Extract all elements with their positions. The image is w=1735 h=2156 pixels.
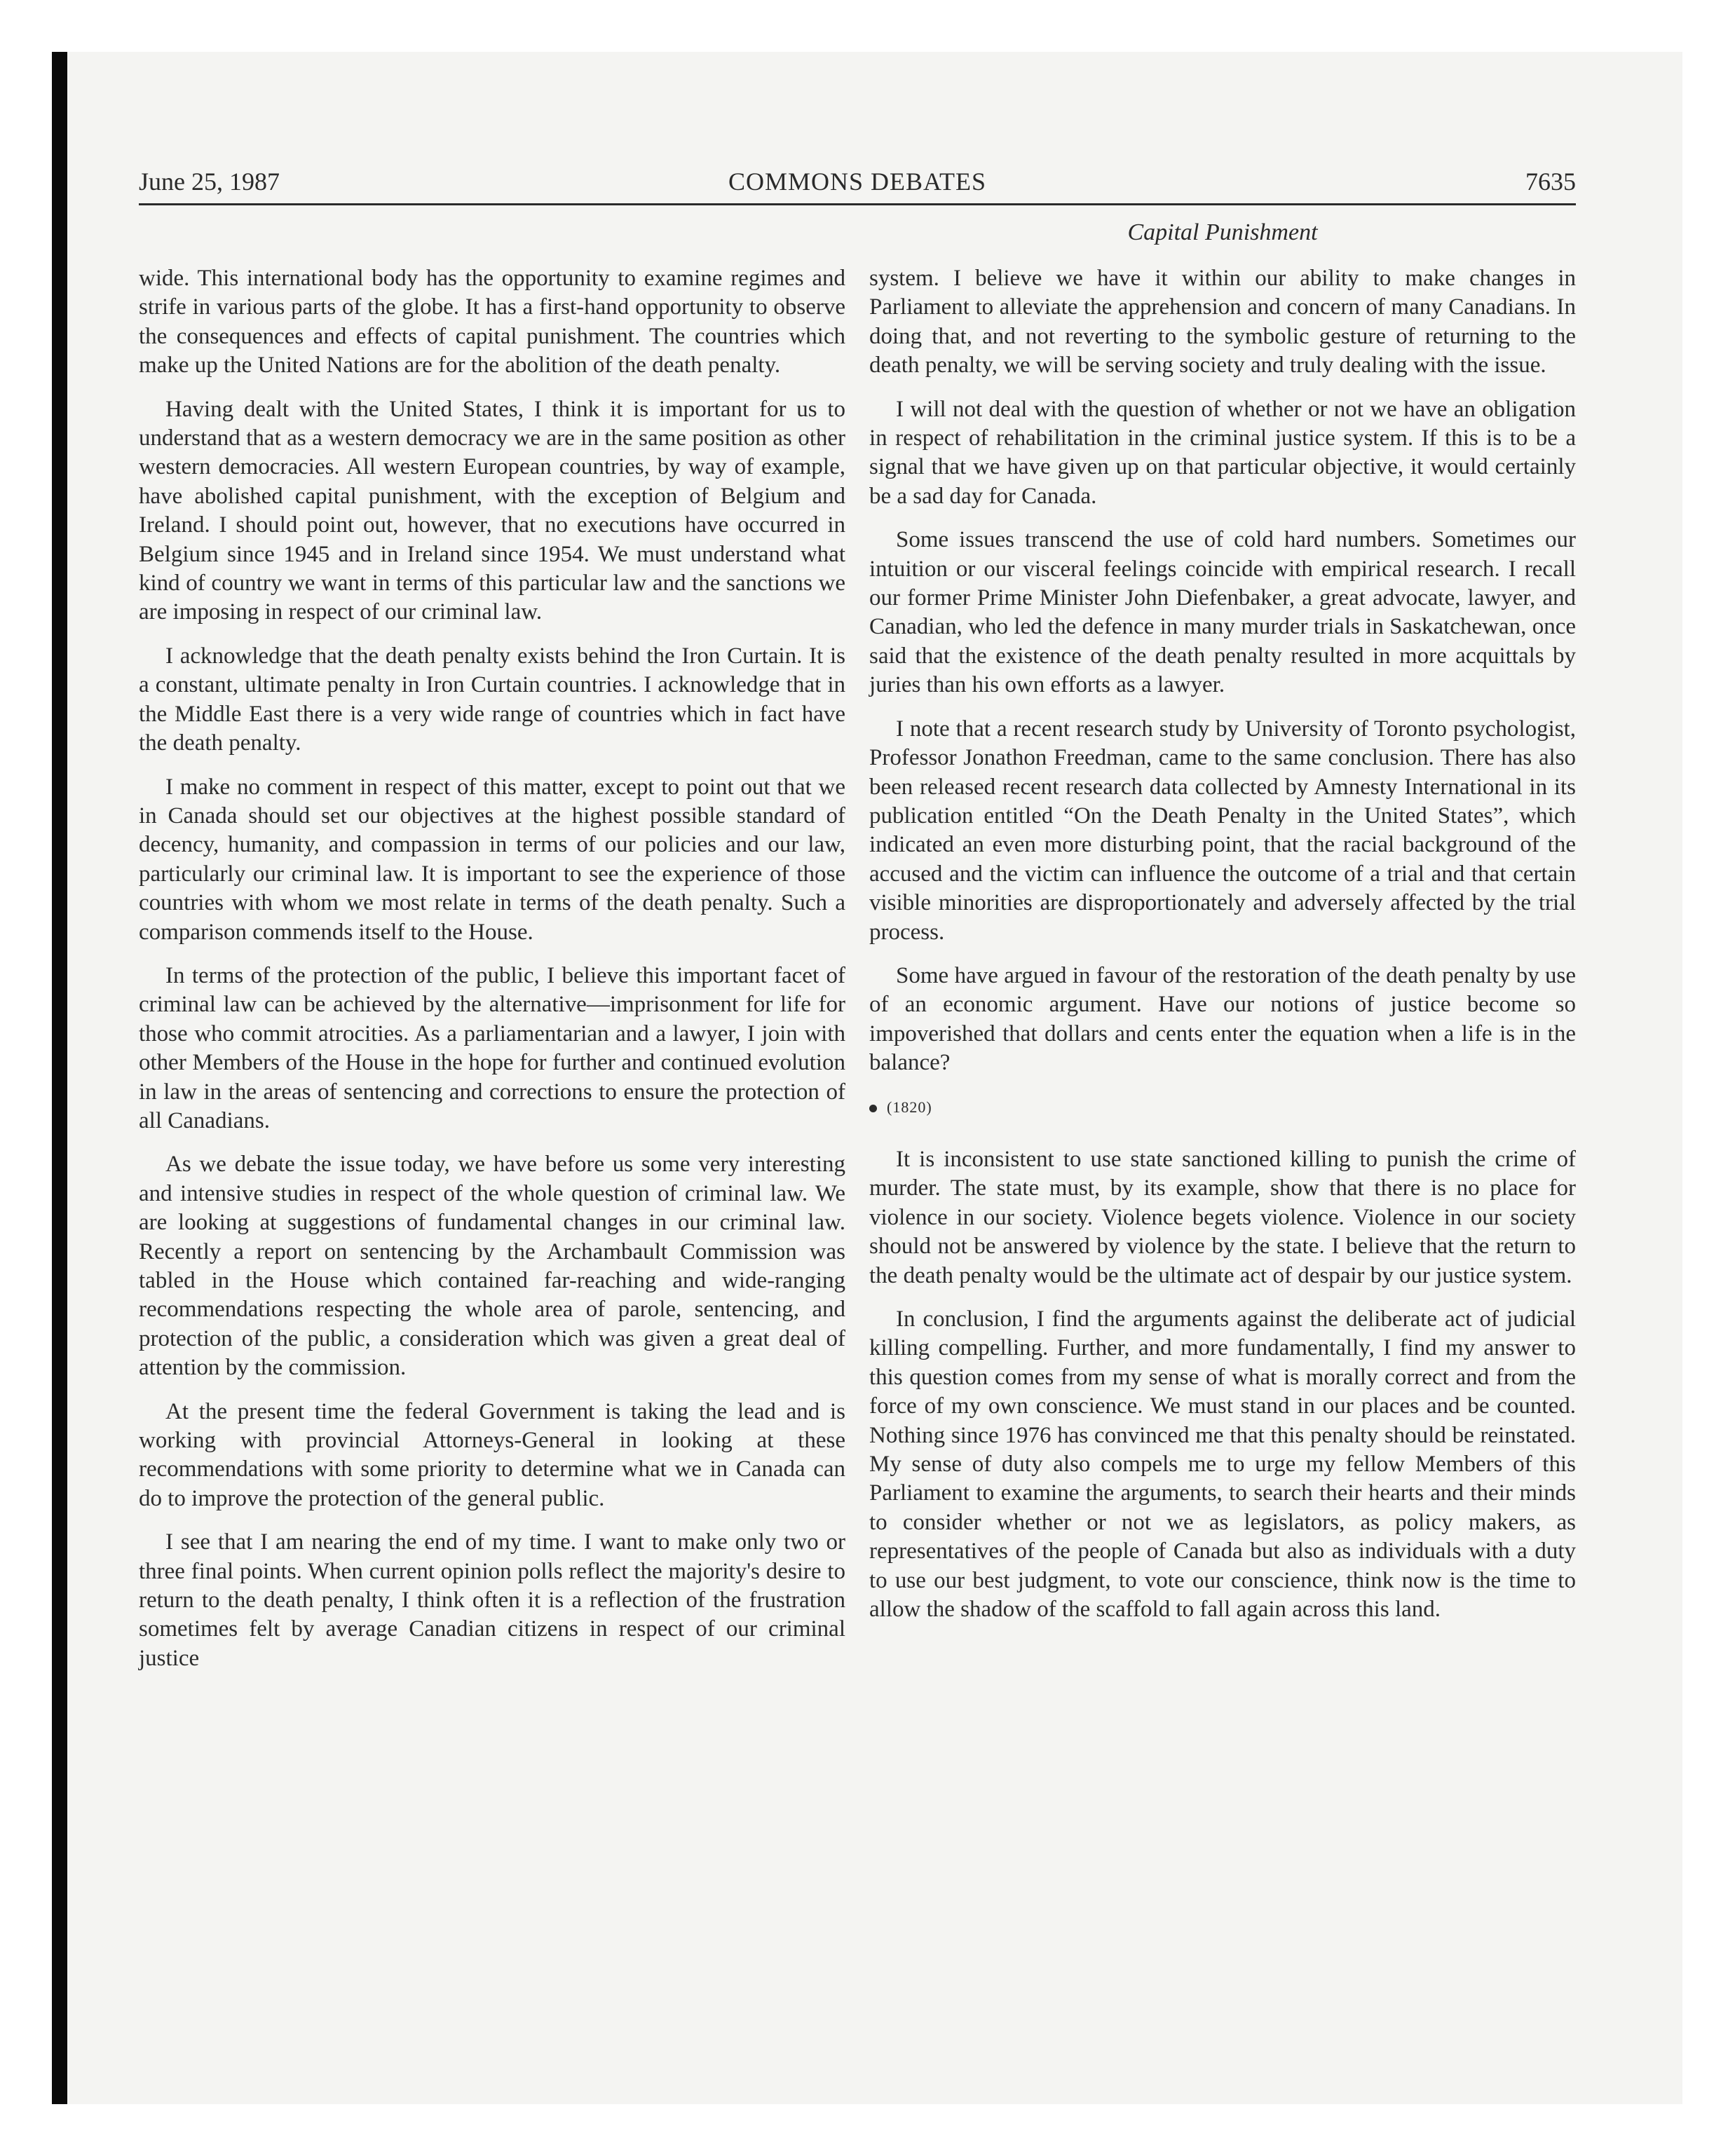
paragraph: system. I believe we have it within our ability to make changes in Parliament to alleviate the apprehension and concern of many Canadians. In doing that, and not reverting to the symbolic gesture of returning to the death penalty, we will be serving society and truly dealing with the issue. [869, 266, 1576, 378]
paragraph: In terms of the protection of the public, I believe this important facet of criminal law can be achieved by the alternative—imprisonment for life for those who commit atrocities. As a parliamentarian and a lawyer, I join with other Members of the House in the hope for further and continued evolution in law in the areas of sentencing and corrections to ensure the protection of all Canadians. [139, 962, 845, 1133]
time-marker [869, 1093, 1576, 1121]
paragraph: I note that a recent research study by University of Toronto psychologist, Professor Jonathon Freedman, came to the same conclusion. There has also been released recent research data collected by Amnesty International in its publication entitled “On the Death Penalty in the United States”, which indicated an even more disturbing point, that the racial background of the accused and the victim can influence the outcome of a trial and that certain visible minorities are disproportionately and adversely affected by the trial process. [869, 716, 1576, 945]
time-marker-text: (1820) [887, 1098, 932, 1116]
paragraph: Some issues transcend the use of cold hard numbers. Sometimes our intuition or our visceral feelings coincide with empirical research. I recall our former Prime Minister John Diefenbaker, a great advocate, lawyer, and Canadian, who led the defence in many murder trials in Saskatchewan, once said that the existence of the death penalty resulted in more acquittals by juries than his own efforts as a lawyer. [869, 527, 1576, 698]
left-column [139, 264, 845, 1688]
running-head [139, 167, 1576, 203]
paragraph: I will not deal with the question of whether or not we have an obligation in respect of rehabilitation in the criminal justice system. If this is to be a signal that we have given up on that particular objective, it would certainly be a sad day for Canada. [869, 396, 1576, 509]
paragraph: Having dealt with the United States, I think it is important for us to understand that as a western democracy we are in the same position as other western democracies. All western European countries, by way of example, have abolished capital punishment, with the exception of Belgium and Ireland. I should point out, however, that no executions have occurred in Belgium since 1945 and in Ireland since 1954. We must understand what kind of country we want in terms of this particular law and the sanctions we are imposing in respect of our criminal law. [139, 396, 845, 625]
paragraph: As we debate the issue today, we have before us some very interesting and intensive studies in respect of the whole question of criminal law. We are looking at suggestions of fundamental changes in our criminal law. Recently a report on sentencing by the Archambault Commission was tabled in the House which contained far-reaching and wide-ranging recommendations respecting the whole area of parole, sentencing, and protection of the public, a consideration which was given a great deal of attention by the commission. [139, 1152, 845, 1381]
paragraph: I see that I am nearing the end of my time. I want to make only two or three final points. When current opinion polls reflect the majority's desire to return to the death penalty, I think often it is a reflection of the frustration sometimes felt by average Canadian citizens in respect of our criminal justice [139, 1529, 845, 1671]
paragraph: wide. This international body has the opportunity to examine regimes and strife in various parts of the globe. It has a first-hand opportunity to observe the consequences and effects of capital punishment. The countries which make up the United Nations are for the abolition of the death penalty. [139, 266, 845, 378]
paragraph: Some have argued in favour of the restoration of the death penalty by use of an economic argument. Have our notions of justice become so impoverished that dollars and cents enter the equation when a life is in the balance? [869, 962, 1576, 1076]
paragraph: It is inconsistent to use state sanctioned killing to punish the crime of murder. The state must, by its example, show that there is no place for violence in our society. Violence begets violence. Violence in our society should not be answered by violence by the state. I believe that the return to the death penalty would be the ultimate act of despair by our justice system. [869, 1146, 1576, 1288]
paragraph: At the present time the federal Government is taking the lead and is working with provincial Attorneys-General in looking at these recommendations with some priority to determine what we in Canada can do to improve the protection of the general public. [139, 1398, 845, 1511]
paragraph: In conclusion, I find the arguments against the deliberate act of judicial killing compelling. Further, and more fundamentally, I find my answer to this question comes from my sense of what is morally correct and from the force of my own conscience. We must stand in our places and be counted. Nothing since 1976 has convinced me that this penalty should be reinstated. My sense of duty also compels me to urge my fellow Members of this Parliament to examine the arguments, to search their hearts and their minds to consider whether or not we as legislators, as policy makers, as representatives of the people of Canada but also as individuals with a duty to use our best judgment, to vote our conscience, think now is the time to allow the shadow of the scaffold to fall again across this land. [869, 1306, 1576, 1623]
paragraph: I acknowledge that the death penalty exists behind the Iron Curtain. It is a constant, ultimate penalty in Iron Curtain countries. I acknowledge that in the Middle East there is a very wide range of countries which in fact have the death penalty. [139, 643, 845, 756]
bullet-icon [869, 1105, 877, 1112]
section-title: Capital Punishment [1127, 219, 1318, 245]
binding-edge [52, 52, 67, 2104]
header-rule [139, 203, 1576, 205]
page-number: 7635 [1525, 168, 1576, 196]
paragraph: I make no comment in respect of this matter, except to point out that we in Canada should set our objectives at the highest possible standard of decency, humanity, and compassion in terms of our policies and our law, particularly our criminal law. It is important to see the experience of those countries with whom we most relate in terms of the death penalty. Such a comparison commends itself to the House. [139, 774, 845, 945]
right-column [869, 264, 1576, 1639]
header-title: COMMONS DEBATES [728, 168, 987, 196]
header-date: June 25, 1987 [139, 168, 280, 196]
